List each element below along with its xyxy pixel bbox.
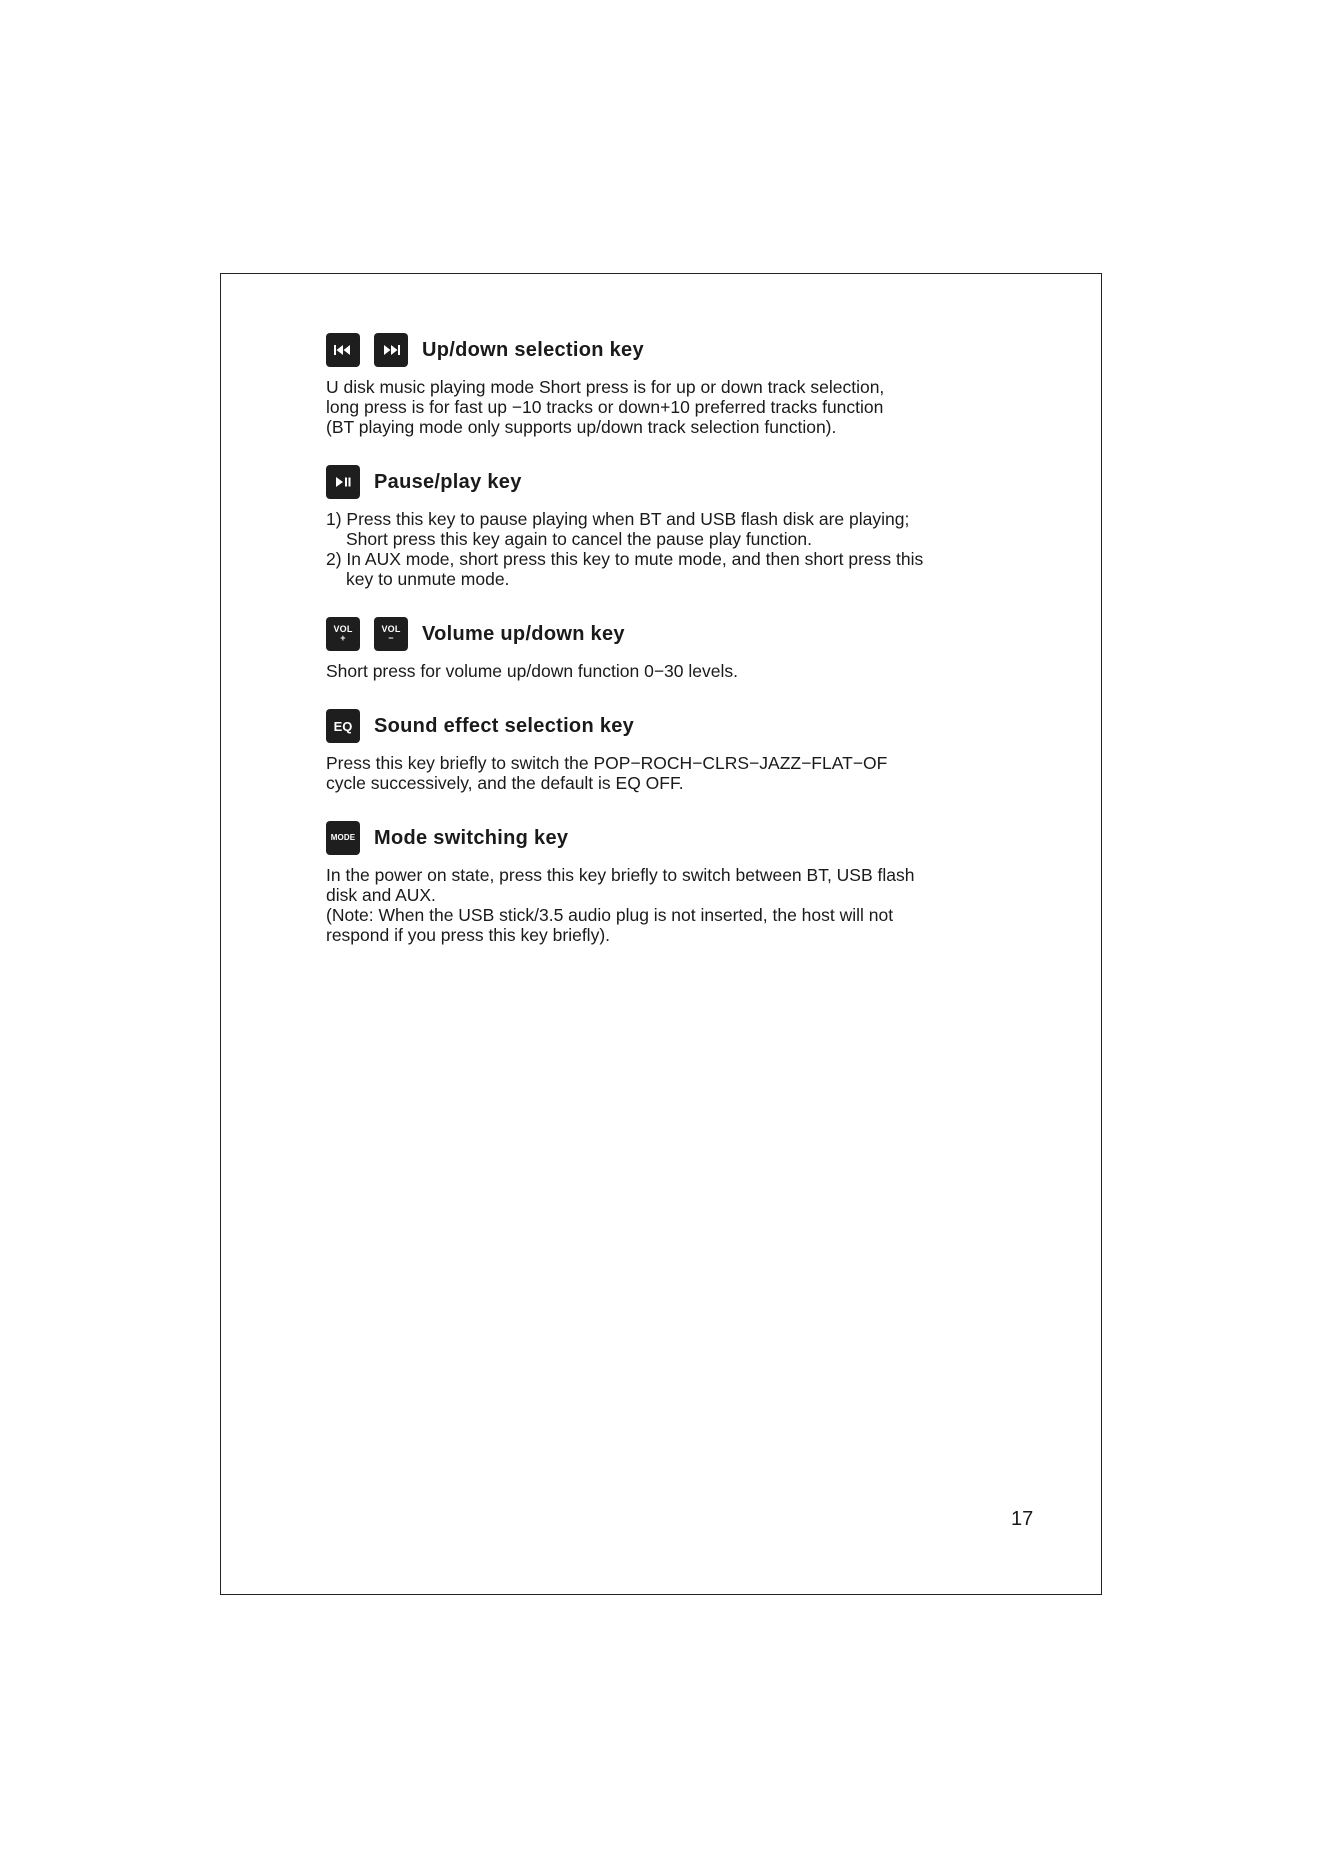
volume-up-icon-sign: + [340,633,346,643]
section-pause-play [326,465,1006,589]
section-title: Pause/play key [374,470,522,493]
section-up-down-selection [326,333,1006,437]
volume-up-icon [326,617,360,651]
section-body [326,865,1006,945]
section-volume [326,617,1006,681]
body-line: disk and AUX. [326,885,436,905]
body-line: cycle successively, and the default is EQ OFF. [326,773,684,793]
mode-icon-label: MODE [330,833,356,842]
volume-down-icon [374,617,408,651]
volume-up-icon-label: VOL [333,624,353,634]
section-body [326,377,1006,437]
body-line: 2) In AUX mode, short press this key to mute mode, and then short press this [326,549,924,569]
body-line: respond if you press this key briefly). [326,925,611,945]
body-line: U disk music playing mode Short press is for up or down track selection, [326,377,885,397]
section-title: Sound effect selection key [374,714,635,737]
body-line: Press this key briefly to switch the POP−ROCH−CLRS−JAZZ−FLAT−OF [326,753,888,773]
body-line: long press is for fast up −10 tracks or down+10 preferred tracks function [326,397,884,417]
body-line: (BT playing mode only supports up/down track selection function). [326,417,837,437]
section-body [326,509,1006,589]
body-line: key to unmute mode. [346,569,510,589]
body-line: (Note: When the USB stick/3.5 audio plug is not inserted, the host will not [326,905,894,925]
section-title: Up/down selection key [422,338,644,361]
section-body [326,753,1006,793]
section-sound-effect [326,709,1006,793]
section-body [326,661,1006,681]
eq-icon [326,709,360,743]
body-line: Short press this key again to cancel the pause play function. [346,529,812,549]
body-line: In the power on state, press this key briefly to switch between BT, USB flash [326,865,915,885]
previous-track-icon [326,333,360,367]
volume-down-icon-label: VOL [381,624,401,634]
page-number: 17 [1011,1508,1034,1530]
eq-icon-label: EQ [333,718,353,734]
section-title: Volume up/down key [422,622,625,645]
section-title: Mode switching key [374,826,569,849]
section-heading [326,333,1006,367]
section-heading [326,821,1006,855]
body-line: 1) Press this key to pause playing when BT and USB flash disk are playing; [326,509,910,529]
volume-down-icon-sign: − [388,633,394,643]
section-heading [326,709,1006,743]
section-mode-switching [326,821,1006,945]
section-heading [326,465,1006,499]
play-pause-icon [326,465,360,499]
mode-icon [326,821,360,855]
section-heading [326,617,1006,651]
body-line: Short press for volume up/down function 0−30 levels. [326,661,738,681]
next-track-icon [374,333,408,367]
